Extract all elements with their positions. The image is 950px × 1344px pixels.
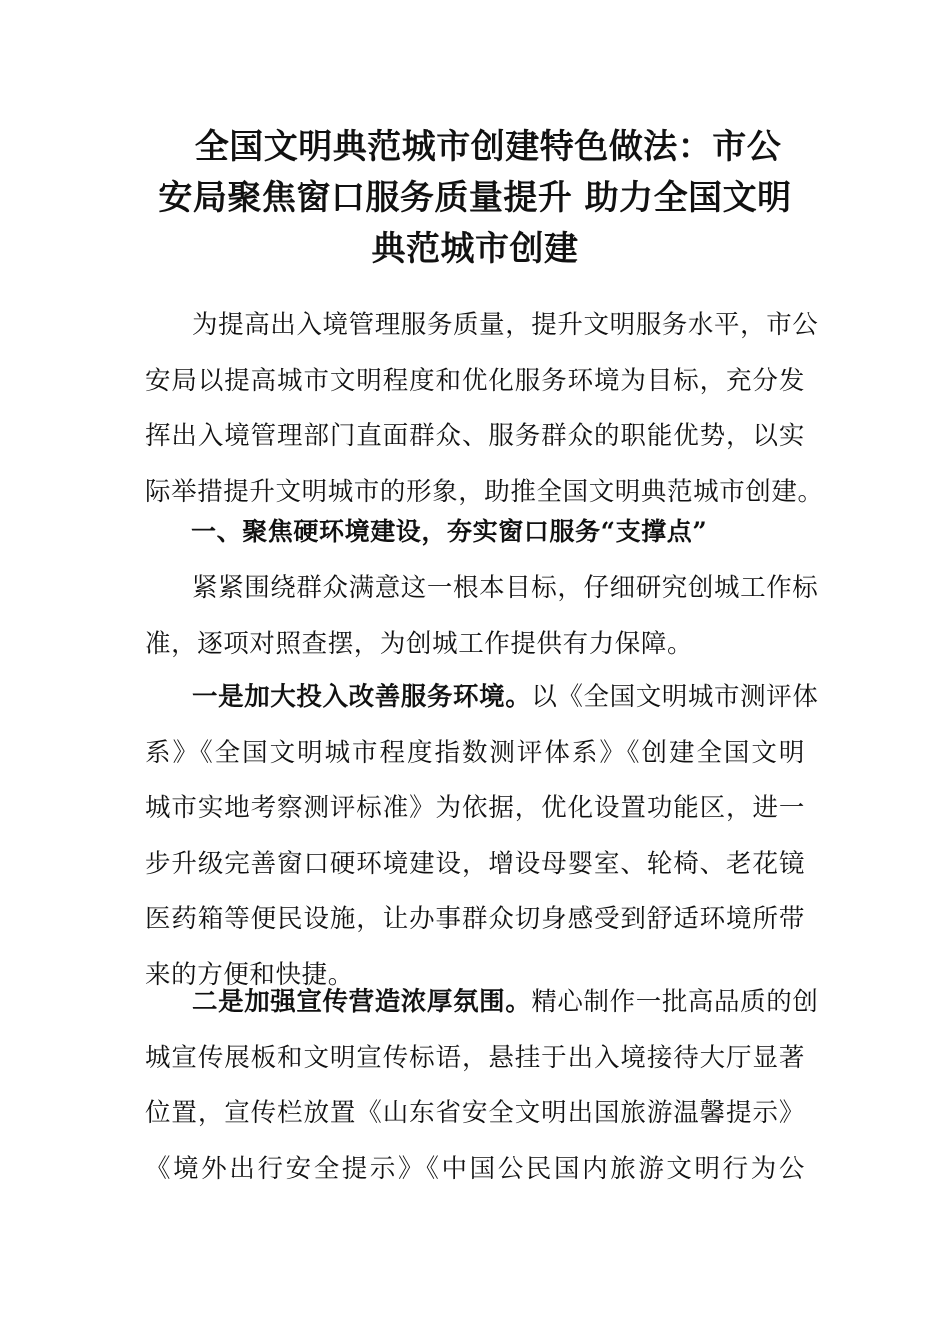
point2-paragraph <box>145 975 819 1197</box>
section-heading-1: 一、聚焦硬环境建设，夯实窗口服务“支撑点” <box>191 517 708 546</box>
point1-line-1 <box>145 670 819 726</box>
point1-line-1-text: 以《全国文明城市测评体 <box>531 682 819 712</box>
point1-paragraph <box>145 670 819 1003</box>
point1-line-4: 步升级完善窗口硬环境建设，增设母婴室、轮椅、老花镜 <box>145 848 805 879</box>
title-line-2: 安局聚焦窗口服务质量提升 助力全国文明 <box>158 178 792 218</box>
point1-line-5: 医药箱等便民设施，让办事群众切身感受到舒适环境所带 <box>145 904 805 934</box>
point1-line-2: 系》《全国文明城市程度指数测评体系》《创建全国文明 <box>145 737 805 768</box>
title-line-1: 全国文明典范城市创建特色做法：市公 <box>194 127 782 167</box>
intro-line-4: 际举措提升文明城市的形象，助推全国文明典范城市创建。 <box>145 476 824 507</box>
point2-line-1 <box>145 975 819 1031</box>
point2-line-4: 《境外出行安全提示》《中国公民国内旅游文明行为公 <box>145 1153 805 1184</box>
point2-line-2: 城宣传展板和文明宣传标语，悬挂于出入境接待大厅显著 <box>145 1042 805 1073</box>
section1-line-1: 紧紧围绕群众满意这一根本目标，仔细研究创城工作标 <box>192 573 819 603</box>
intro-line-1: 为提高出入境管理服务质量，提升文明服务水平，市公 <box>192 310 819 340</box>
point1-lead: 一是加大投入改善服务环境。 <box>192 682 532 712</box>
point2-lead: 二是加强宣传营造浓厚氛围。 <box>192 987 532 1017</box>
intro-line-3: 挥出入境管理部门直面群众、服务群众的职能优势，以实 <box>145 421 805 451</box>
point1-line-6: 来的方便和快捷。 <box>145 959 354 990</box>
intro-line-2: 安局以提高城市文明程度和优化服务环境为目标，充分发 <box>145 365 805 396</box>
section1-paragraph <box>145 561 819 672</box>
intro-paragraph <box>145 298 824 520</box>
point2-line-3: 位置，宣传栏放置《山东省安全文明出国旅游温馨提示》 <box>145 1098 805 1128</box>
title-line-3: 典范城市创建 <box>371 229 579 269</box>
document-title <box>140 122 810 275</box>
point1-line-3: 城市实地考察测评标准》为依据，优化设置功能区，进一 <box>145 793 805 823</box>
point2-line-1-text: 精心制作一批高品质的创 <box>531 987 819 1017</box>
section1-line-2: 准，逐项对照查摆，为创城工作提供有力保障。 <box>145 628 694 659</box>
